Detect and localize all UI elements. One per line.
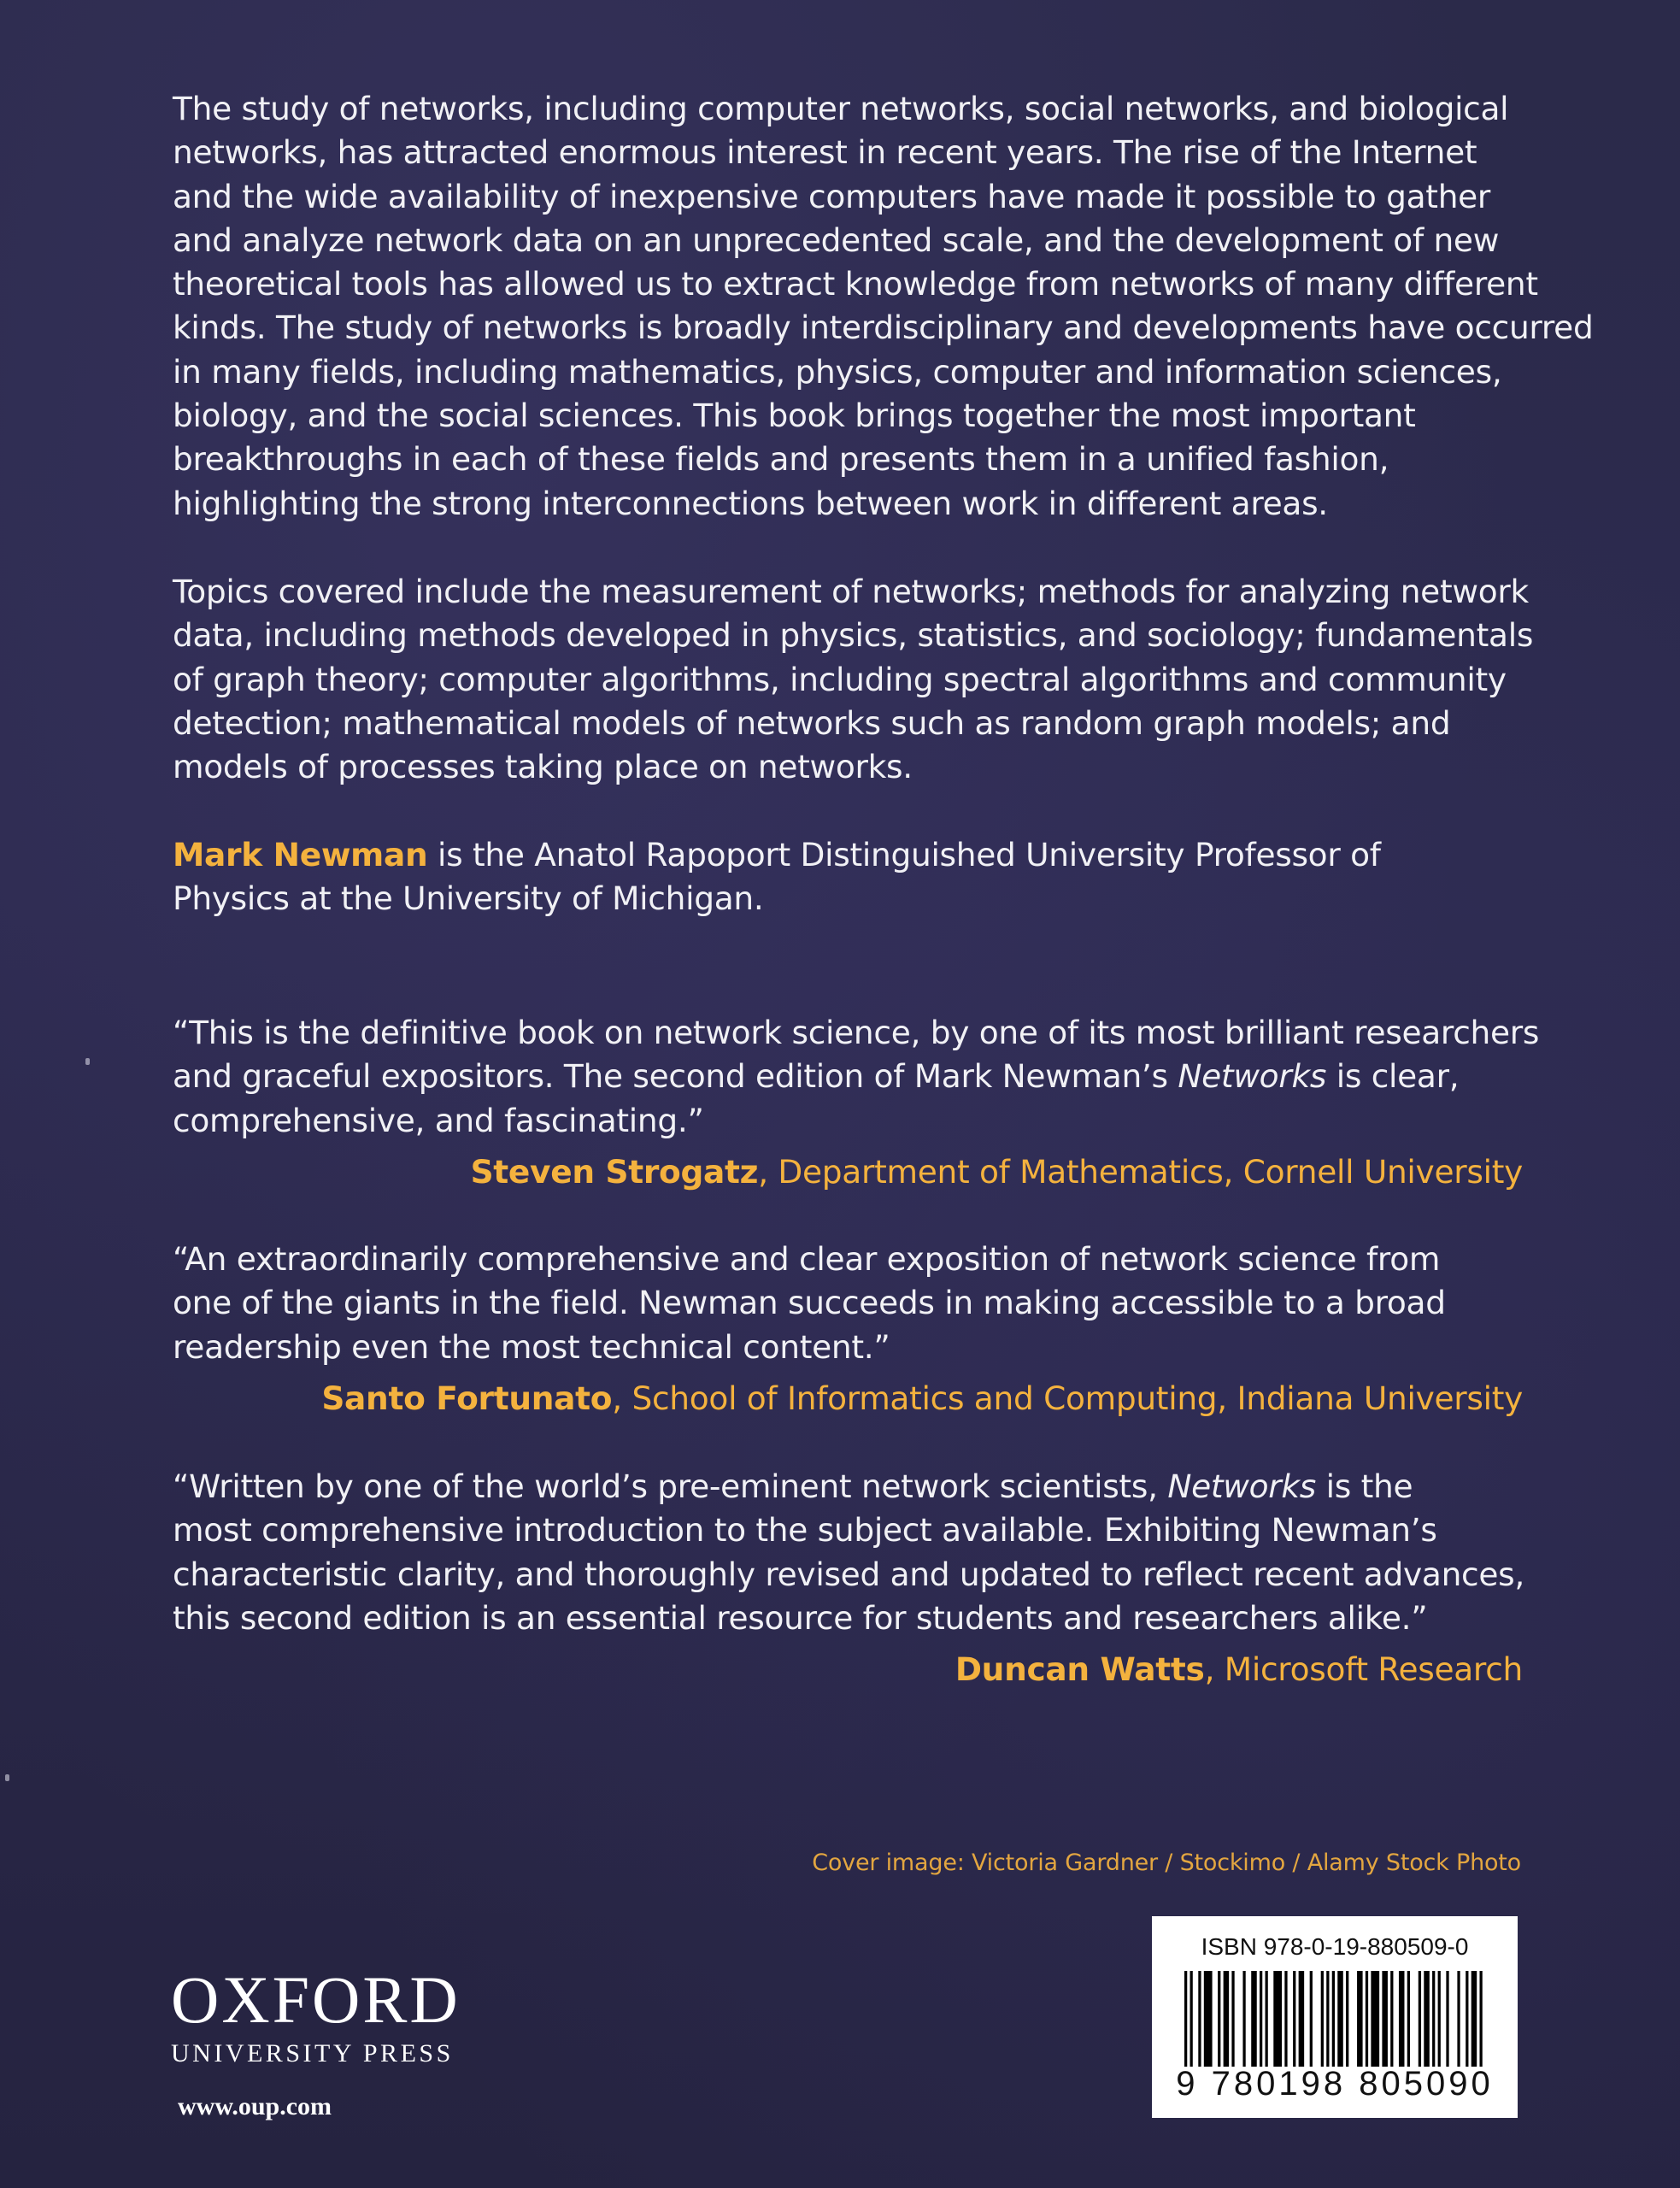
isbn-barcode <box>1152 1916 1518 2118</box>
author-bio-text: is the Anatol Rapoport Distinguished University Professor of <box>427 836 1381 873</box>
quote-line <box>173 1465 1523 1509</box>
barcode-bars <box>1184 1971 1485 2067</box>
intro-line: theoretical tools has allowed us to extract knowledge from networks of many different <box>173 265 1538 303</box>
intro-line: highlighting the strong interconnections between work in different areas. <box>173 484 1328 522</box>
barcode-bar <box>1479 1971 1482 2067</box>
quote-fortunato <box>173 1238 1523 1420</box>
quote-strogatz <box>173 1011 1540 1194</box>
publisher-logo <box>171 1962 461 2068</box>
barcode-bar <box>1310 1971 1313 2067</box>
publisher-url: www.oup.com <box>178 2092 332 2120</box>
quote-line: one of the giants in the field. Newman succeeds in making accessible to a broad <box>173 1284 1446 1322</box>
barcode-bar <box>1457 1971 1460 2067</box>
barcode-bar <box>1446 1971 1448 2067</box>
intro-line: and the wide availability of inexpensive computers have made it possible to gather <box>173 177 1491 215</box>
attribution-affiliation: , School of Informatics and Computing, Indiana University <box>612 1379 1523 1417</box>
book-title: Networks <box>1167 1467 1317 1505</box>
barcode-bar <box>1299 1971 1305 2067</box>
intro-paragraph <box>173 87 1594 526</box>
intro-line: in many fields, including mathematics, physics, computer and information sciences, <box>173 352 1502 391</box>
barcode-bar <box>1251 1971 1257 2067</box>
publisher-press: UNIVERSITY PRESS <box>171 2039 454 2067</box>
barcode-bar <box>1204 1971 1213 2067</box>
barcode-bar <box>1424 1971 1430 2067</box>
intro-line: biology, and the social sciences. This book brings together the most important <box>173 397 1416 435</box>
barcode-bar <box>1266 1971 1268 2067</box>
quote-watts <box>173 1465 1523 1691</box>
topics-line: models of processes taking place on networks. <box>173 748 913 786</box>
barcode-bar <box>1419 1971 1421 2067</box>
barcode-bar <box>1231 1971 1234 2067</box>
barcode-bar <box>1293 1971 1295 2067</box>
barcode-bar <box>1346 1971 1348 2067</box>
quote-line: comprehensive, and fascinating.” <box>173 1101 704 1139</box>
intro-line: networks, has attracted enormous interest in recent years. The rise of the Internet <box>173 133 1477 172</box>
quote-text: and graceful expositors. The second edition of Mark Newman’s <box>173 1057 1178 1096</box>
cover-speck <box>85 1058 90 1065</box>
attribution-affiliation: , Department of Mathematics, Cornell University <box>758 1152 1523 1191</box>
quote-line <box>173 1055 1523 1098</box>
quote-text: “Written by one of the world’s pre-eminent network scientists, <box>173 1467 1168 1505</box>
intro-line: and analyze network data on an unprecedented scale, and the development of new <box>173 221 1500 259</box>
barcode-bar <box>1390 1971 1393 2067</box>
publisher-name: OXFORD <box>171 1962 461 2037</box>
isbn-label: ISBN 978-0-19-880509-0 <box>1201 1933 1469 1960</box>
barcode-bar <box>1399 1971 1405 2067</box>
barcode-bar <box>1471 1971 1477 2067</box>
barcode-digits: 9 780198 805090 <box>1176 2065 1494 2103</box>
intro-line: kinds. The study of networks is broadly interdisciplinary and developments have occurred <box>173 309 1594 347</box>
barcode-bar <box>1224 1971 1230 2067</box>
topics-line: detection; mathematical models of networks such as random graph models; and <box>173 703 1451 742</box>
quote-line: “This is the definitive book on network science, by one of its most brilliant researchers <box>173 1014 1540 1051</box>
barcode-bar <box>1466 1971 1468 2067</box>
quote-line: “An extraordinarily comprehensive and clear exposition of network science from <box>173 1240 1441 1278</box>
barcode-bar <box>1357 1971 1363 2067</box>
barcode-bar <box>1326 1971 1329 2067</box>
barcode-bar <box>1366 1971 1368 2067</box>
book-title: Networks <box>1178 1057 1327 1096</box>
author-bio-line <box>173 833 1523 877</box>
quote-line: this second edition is an essential resource for students and researchers alike.” <box>173 1598 1428 1637</box>
barcode-bar <box>1337 1971 1343 2067</box>
author-bio-line: Physics at the University of Michigan. <box>173 879 764 918</box>
intro-line: breakthroughs in each of these fields and presents them in a unified fashion, <box>173 440 1389 479</box>
quote-attribution <box>173 1150 1523 1194</box>
topics-paragraph <box>173 570 1534 789</box>
cover-speck <box>5 1774 9 1781</box>
quote-text: is the <box>1316 1467 1413 1505</box>
barcode-bar <box>1198 1971 1201 2067</box>
barcode-bar <box>1407 1971 1410 2067</box>
quote-text: is clear, <box>1326 1057 1460 1096</box>
cover-image-credit: Cover image: Victoria Gardner / Stockimo / Alamy Stock Photo <box>812 1850 1521 1876</box>
quote-line: readership even the most technical content.” <box>173 1327 890 1366</box>
attribution-name: Duncan Watts <box>955 1650 1205 1689</box>
intro-line: The study of networks, including computer networks, social networks, and biological <box>173 90 1509 127</box>
barcode-bar <box>1284 1971 1287 2067</box>
barcode-bar <box>1190 1971 1193 2067</box>
author-name: Mark Newman <box>173 836 428 873</box>
barcode-bar <box>1382 1971 1388 2067</box>
topics-line: Topics covered include the measurement of networks; methods for analyzing network <box>173 573 1529 610</box>
attribution-name: Santo Fortunato <box>321 1379 613 1417</box>
barcode-bar <box>1332 1971 1335 2067</box>
topics-line: of graph theory; computer algorithms, including spectral algorithms and community <box>173 660 1507 698</box>
topics-line: data, including methods developed in physics, statistics, and sociology; fundamentals <box>173 616 1534 655</box>
quote-line: characteristic clarity, and thoroughly revised and updated to reflect recent advances, <box>173 1555 1524 1593</box>
barcode-bar <box>1184 1971 1187 2067</box>
barcode-bar <box>1432 1971 1435 2067</box>
barcode-bar <box>1273 1971 1282 2067</box>
attribution-affiliation: , Microsoft Research <box>1204 1650 1523 1689</box>
barcode-bar <box>1242 1971 1245 2067</box>
barcode-bar <box>1260 1971 1262 2067</box>
quote-attribution <box>173 1377 1523 1420</box>
barcode-bar <box>1371 1971 1379 2067</box>
attribution-name: Steven Strogatz <box>470 1152 759 1191</box>
quote-attribution <box>173 1648 1523 1691</box>
barcode-bar <box>1218 1971 1220 2067</box>
quote-line: most comprehensive introduction to the subject available. Exhibiting Newman’s <box>173 1511 1437 1550</box>
barcode-bar <box>1321 1971 1324 2067</box>
barcode-bar <box>1438 1971 1441 2067</box>
author-bio <box>173 833 1523 921</box>
